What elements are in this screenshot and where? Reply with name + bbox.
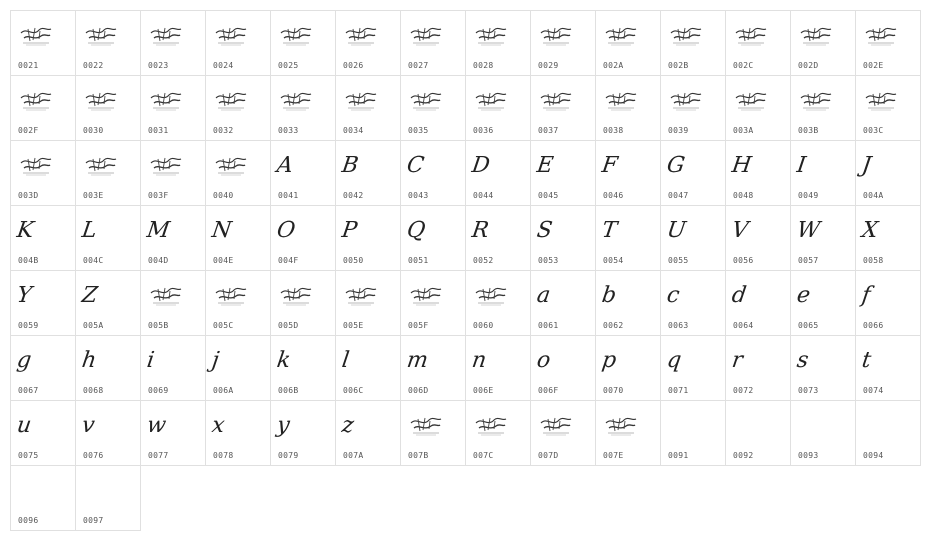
missing-glyph-logo-icon [214,285,248,307]
glyph-sample: i [145,348,156,373]
glyph-cell [10,10,76,76]
glyph-cell [400,335,466,401]
glyph-cell [270,205,336,271]
glyph-code: 0043 [408,191,429,200]
glyph-code: 005D [278,321,299,330]
glyph-sample: Y [15,283,34,308]
glyph-code: 0078 [213,451,234,460]
missing-glyph-logo-icon [214,25,248,47]
glyph-code: 0062 [603,321,624,330]
glyph-sample: R [470,218,491,243]
glyph-code: 0065 [798,321,819,330]
glyph-code: 0049 [798,191,819,200]
glyph-code: 004D [148,256,169,265]
glyph-cell [400,270,466,336]
glyph-cell [660,270,726,336]
glyph-sample: S [535,218,554,243]
glyph-cell [400,10,466,76]
glyph-code: 0061 [538,321,559,330]
glyph-cell [205,75,271,141]
glyph-cell [465,335,531,401]
glyph-code: 0045 [538,191,559,200]
glyph-sample: y [275,413,292,438]
glyph-cell [465,270,531,336]
glyph-code: 0026 [343,61,364,70]
missing-glyph-logo-icon [84,155,118,177]
glyph-cell [205,335,271,401]
glyph-sample: H [730,153,754,178]
glyph-sample: f [860,283,872,308]
missing-glyph-logo-icon [669,25,703,47]
glyph-code: 003E [83,191,104,200]
glyph-code: 0068 [83,386,104,395]
glyph-sample: a [535,283,552,308]
missing-glyph-logo-icon [474,90,508,112]
glyph-cell [270,10,336,76]
glyph-sample: F [600,153,620,178]
glyph-cell [790,335,856,401]
glyph-code: 0050 [343,256,364,265]
glyph-sample: N [210,218,234,243]
glyph-cell [10,205,76,271]
glyph-cell [10,75,76,141]
glyph-code: 0036 [473,126,494,135]
missing-glyph-logo-icon [669,90,703,112]
glyph-cell [790,205,856,271]
glyph-sample: A [275,153,295,178]
glyph-code: 007E [603,451,624,460]
glyph-code: 002A [603,61,624,70]
glyph-code: 0079 [278,451,299,460]
glyph-cell [855,205,921,271]
glyph-code: 0028 [473,61,494,70]
glyph-cell [595,10,661,76]
glyph-code: 0096 [18,516,39,525]
missing-glyph-logo-icon [734,25,768,47]
glyph-code: 004E [213,256,234,265]
glyph-code: 0047 [668,191,689,200]
glyph-code: 005C [213,321,234,330]
glyph-sample: u [15,413,33,438]
glyph-code: 0023 [148,61,169,70]
missing-glyph-logo-icon [19,90,53,112]
glyph-sample: D [470,153,492,178]
glyph-code: 005A [83,321,104,330]
missing-glyph-logo-icon [539,90,573,112]
glyph-code: 0076 [83,451,104,460]
glyph-code: 0074 [863,386,884,395]
glyph-code: 0034 [343,126,364,135]
glyph-cell [660,335,726,401]
glyph-code: 0056 [733,256,754,265]
glyph-code: 0058 [863,256,884,265]
glyph-sample: m [405,348,430,373]
glyph-sample: Q [405,218,427,243]
glyph-sample: I [795,153,808,178]
glyph-code: 0027 [408,61,429,70]
glyph-cell [465,400,531,466]
glyph-code: 0032 [213,126,234,135]
glyph-cell [530,140,596,206]
glyph-cell [75,75,141,141]
glyph-cell [725,270,791,336]
glyph-code: 003B [798,126,819,135]
glyph-cell [530,335,596,401]
glyph-code: 0070 [603,386,624,395]
glyph-cell [335,75,401,141]
glyph-cell [75,205,141,271]
glyph-cell [75,465,141,531]
glyph-cell [855,400,921,466]
glyph-sample: G [665,153,687,178]
glyph-sample: w [145,413,168,438]
glyph-sample: s [795,348,811,373]
glyph-sample: B [340,153,360,178]
glyph-code: 002F [18,126,39,135]
glyph-code: 0022 [83,61,104,70]
missing-glyph-logo-icon [279,25,313,47]
glyph-code: 0042 [343,191,364,200]
glyph-sample: x [210,413,227,438]
glyph-code: 0048 [733,191,754,200]
glyph-sample: X [860,218,880,243]
missing-glyph-logo-icon [604,90,638,112]
glyph-sample: L [80,218,99,243]
glyph-cell [725,75,791,141]
glyph-grid [10,10,920,530]
glyph-sample: r [730,348,745,373]
glyph-cell [140,10,206,76]
glyph-cell [855,140,921,206]
glyph-code: 0092 [733,451,754,460]
glyph-code: 006E [473,386,494,395]
glyph-code: 0031 [148,126,169,135]
glyph-code: 0033 [278,126,299,135]
glyph-cell [205,205,271,271]
glyph-code: 0046 [603,191,624,200]
glyph-sample: E [535,153,555,178]
glyph-cell [335,400,401,466]
missing-glyph-logo-icon [474,285,508,307]
glyph-cell [595,140,661,206]
glyph-code: 007A [343,451,364,460]
missing-glyph-logo-icon [214,90,248,112]
missing-glyph-logo-icon [344,90,378,112]
glyph-sample: t [860,348,873,373]
glyph-sample: n [470,348,488,373]
glyph-code: 002D [798,61,819,70]
glyph-sample: z [340,413,356,438]
glyph-code: 0035 [408,126,429,135]
glyph-sample: M [145,218,172,243]
glyph-code: 0037 [538,126,559,135]
glyph-code: 005E [343,321,364,330]
glyph-cell [530,270,596,336]
glyph-cell [10,400,76,466]
glyph-code: 007D [538,451,559,460]
glyph-cell [855,10,921,76]
glyph-code: 0075 [18,451,39,460]
glyph-code: 0041 [278,191,299,200]
glyph-cell [140,140,206,206]
glyph-cell [205,400,271,466]
glyph-cell [660,10,726,76]
missing-glyph-logo-icon [409,25,443,47]
missing-glyph-logo-icon [279,90,313,112]
glyph-code: 0073 [798,386,819,395]
glyph-code: 004A [863,191,884,200]
glyph-cell [140,270,206,336]
glyph-code: 006F [538,386,559,395]
glyph-code: 002C [733,61,754,70]
glyph-sample: W [795,218,822,243]
glyph-cell [335,140,401,206]
glyph-cell [595,75,661,141]
glyph-cell [465,140,531,206]
glyph-cell [465,205,531,271]
glyph-code: 0071 [668,386,689,395]
glyph-code: 006D [408,386,429,395]
glyph-cell [75,400,141,466]
glyph-code: 0066 [863,321,884,330]
missing-glyph-logo-icon [799,90,833,112]
glyph-sample: P [340,218,359,243]
missing-glyph-logo-icon [799,25,833,47]
glyph-cell [725,10,791,76]
missing-glyph-logo-icon [279,285,313,307]
glyph-cell [790,400,856,466]
glyph-cell [400,75,466,141]
glyph-cell [530,75,596,141]
glyph-code: 003D [18,191,39,200]
glyph-code: 007C [473,451,494,460]
glyph-code: 0055 [668,256,689,265]
glyph-sample: o [535,348,553,373]
glyph-code: 004F [278,256,299,265]
glyph-code: 002E [863,61,884,70]
glyph-sample: g [15,348,33,373]
glyph-cell [530,10,596,76]
glyph-cell [270,140,336,206]
glyph-code: 0054 [603,256,624,265]
glyph-code: 006C [343,386,364,395]
glyph-cell [595,400,661,466]
glyph-cell [140,335,206,401]
glyph-sample: l [340,348,351,373]
glyph-code: 0021 [18,61,39,70]
glyph-cell [335,10,401,76]
missing-glyph-logo-icon [149,90,183,112]
glyph-code: 003F [148,191,169,200]
glyph-cell [10,270,76,336]
glyph-code: 0077 [148,451,169,460]
glyph-cell [660,75,726,141]
glyph-sample: k [275,348,293,373]
glyph-sample: c [665,283,682,308]
glyph-sample: q [665,348,683,373]
missing-glyph-logo-icon [864,25,898,47]
glyph-code: 0097 [83,516,104,525]
glyph-cell [75,10,141,76]
glyph-cell [335,270,401,336]
glyph-cell [660,400,726,466]
glyph-cell [855,270,921,336]
glyph-cell [140,400,206,466]
glyph-cell [10,140,76,206]
glyph-code: 0063 [668,321,689,330]
glyph-cell [400,140,466,206]
missing-glyph-logo-icon [149,25,183,47]
missing-glyph-logo-icon [149,155,183,177]
glyph-code: 0093 [798,451,819,460]
glyph-sample: U [665,218,688,243]
glyph-cell [790,270,856,336]
glyph-sample: Z [80,283,100,308]
glyph-code: 0039 [668,126,689,135]
glyph-code: 0040 [213,191,234,200]
glyph-code: 0030 [83,126,104,135]
glyph-cell [790,10,856,76]
glyph-code: 0069 [148,386,169,395]
glyph-code: 007B [408,451,429,460]
missing-glyph-logo-icon [539,25,573,47]
missing-glyph-logo-icon [474,415,508,437]
glyph-sample: p [600,348,618,373]
glyph-sample: V [730,218,750,243]
glyph-sample: v [80,413,97,438]
glyph-cell [595,335,661,401]
glyph-cell [530,205,596,271]
glyph-code: 0024 [213,61,234,70]
glyph-code: 006A [213,386,234,395]
missing-glyph-logo-icon [474,25,508,47]
glyph-sample: e [795,283,812,308]
missing-glyph-logo-icon [84,90,118,112]
glyph-cell [400,205,466,271]
missing-glyph-logo-icon [409,285,443,307]
glyph-code: 002B [668,61,689,70]
missing-glyph-logo-icon [344,25,378,47]
glyph-cell [270,270,336,336]
glyph-cell [530,400,596,466]
missing-glyph-logo-icon [344,285,378,307]
missing-glyph-logo-icon [604,25,638,47]
glyph-code: 005B [148,321,169,330]
glyph-code: 005F [408,321,429,330]
glyph-sample: K [15,218,36,243]
glyph-cell [595,205,661,271]
glyph-cell [10,465,76,531]
glyph-cell [335,205,401,271]
glyph-code: 003C [863,126,884,135]
glyph-code: 004C [83,256,104,265]
glyph-sample: h [80,348,98,373]
glyph-code: 0029 [538,61,559,70]
glyph-cell [270,335,336,401]
glyph-cell [790,140,856,206]
glyph-code: 0072 [733,386,754,395]
glyph-cell [75,335,141,401]
glyph-cell [270,75,336,141]
glyph-code: 0067 [18,386,39,395]
glyph-cell [660,205,726,271]
glyph-sample: d [730,283,748,308]
glyph-cell [855,335,921,401]
glyph-cell [725,140,791,206]
missing-glyph-logo-icon [409,90,443,112]
missing-glyph-logo-icon [19,25,53,47]
glyph-code: 006B [278,386,299,395]
missing-glyph-logo-icon [864,90,898,112]
missing-glyph-logo-icon [214,155,248,177]
glyph-code: 0053 [538,256,559,265]
glyph-code: 0052 [473,256,494,265]
glyph-cell [465,10,531,76]
glyph-code: 0059 [18,321,39,330]
glyph-cell [725,205,791,271]
missing-glyph-logo-icon [734,90,768,112]
glyph-cell [205,10,271,76]
missing-glyph-logo-icon [149,285,183,307]
missing-glyph-logo-icon [84,25,118,47]
missing-glyph-logo-icon [539,415,573,437]
glyph-cell [205,140,271,206]
glyph-code: 0091 [668,451,689,460]
glyph-cell [75,140,141,206]
glyph-cell [75,270,141,336]
glyph-code: 0044 [473,191,494,200]
glyph-sample: O [275,218,297,243]
glyph-code: 0025 [278,61,299,70]
glyph-cell [335,335,401,401]
glyph-code: 0094 [863,451,884,460]
missing-glyph-logo-icon [604,415,638,437]
missing-glyph-logo-icon [409,415,443,437]
glyph-cell [790,75,856,141]
glyph-sample: b [600,283,618,308]
glyph-code: 0051 [408,256,429,265]
glyph-sample: J [860,153,873,178]
glyph-cell [725,400,791,466]
glyph-code: 003A [733,126,754,135]
glyph-cell [725,335,791,401]
glyph-code: 0057 [798,256,819,265]
glyph-cell [595,270,661,336]
glyph-sample: j [210,348,221,373]
glyph-cell [660,140,726,206]
glyph-cell [205,270,271,336]
glyph-cell [400,400,466,466]
missing-glyph-logo-icon [19,155,53,177]
glyph-cell [465,75,531,141]
glyph-cell [10,335,76,401]
glyph-code: 0038 [603,126,624,135]
glyph-code: 0064 [733,321,754,330]
glyph-code: 004B [18,256,39,265]
glyph-cell [855,75,921,141]
glyph-sample: C [405,153,426,178]
glyph-cell [140,205,206,271]
glyph-code: 0060 [473,321,494,330]
glyph-cell [270,400,336,466]
glyph-cell [140,75,206,141]
glyph-sample: T [600,218,619,243]
